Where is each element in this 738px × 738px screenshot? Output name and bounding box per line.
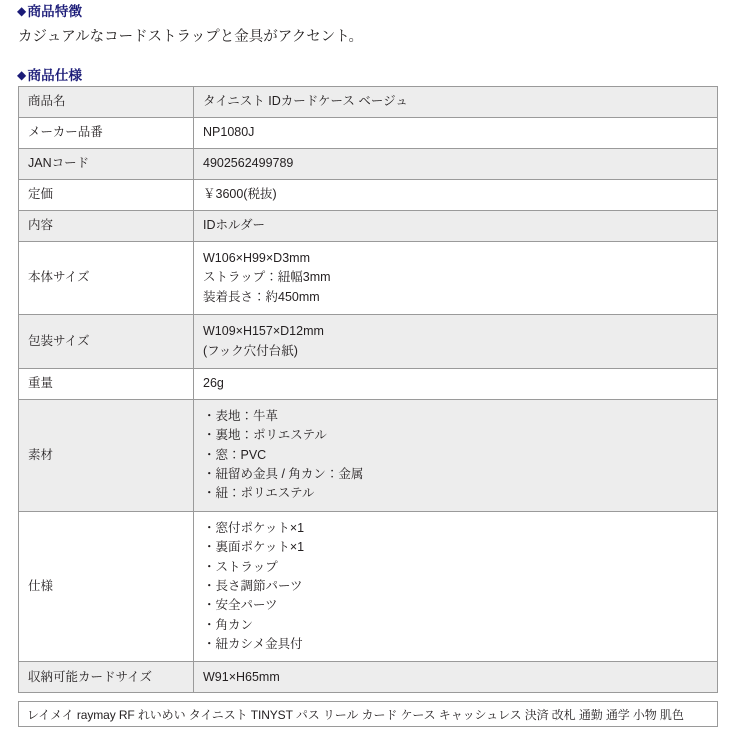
value-lines <box>203 668 717 687</box>
table-row-label: 内容 <box>19 211 194 242</box>
value-lines <box>203 123 717 142</box>
table-row-label: メーカー品番 <box>19 118 194 149</box>
table-row-value <box>194 211 718 242</box>
table-row <box>19 118 718 149</box>
value-line: タイニスト IDカードケース ベージュ <box>203 94 408 109</box>
value-line: 4902562499789 <box>203 156 294 171</box>
table-row-value <box>194 242 718 315</box>
spec-table-body <box>19 87 718 693</box>
table-row <box>19 149 718 180</box>
value-line: (フック穴付台紙) <box>203 343 298 358</box>
value-line: 装着長さ：約450mm <box>203 289 320 304</box>
table-row <box>19 368 718 399</box>
value-line: ・裏地：ポリエステル <box>203 428 327 443</box>
table-row-value <box>194 118 718 149</box>
value-line: ・安全パーツ <box>203 598 278 613</box>
value-line: ・裏面ポケット×1 <box>203 540 305 555</box>
diamond-bullet-icon: ◆ <box>17 4 27 18</box>
value-line: W91×H65mm <box>203 669 280 684</box>
value-line: ・窓付ポケット×1 <box>203 520 305 535</box>
feature-section-heading <box>17 5 82 19</box>
value-lines <box>203 249 717 307</box>
table-row-value <box>194 87 718 118</box>
keyword-list: レイメイ raymay RF れいめい タイニスト TINYST パス リール カード ケース キャッシュレス 決済 改札 通勤 通学 小物 肌色 <box>27 707 684 722</box>
value-line: ・表地：牛革 <box>203 408 279 423</box>
value-lines <box>203 374 717 393</box>
spec-heading-label: 商品仕様 <box>27 68 83 83</box>
table-row <box>19 662 718 693</box>
value-line: ・窓：PVC <box>203 447 267 462</box>
spec-table <box>18 86 718 693</box>
value-line: W109×H157×D12mm <box>203 324 324 339</box>
value-line: ・ストラップ <box>203 559 278 574</box>
value-line: ・長さ調節パーツ <box>203 578 303 593</box>
table-row-label: 素材 <box>19 399 194 511</box>
value-line: ￥3600(税抜) <box>203 187 277 202</box>
table-row-value <box>194 662 718 693</box>
value-line: W106×H99×D3mm <box>203 251 310 265</box>
table-row-label: 包装サイズ <box>19 315 194 369</box>
feature-heading-label: 商品特徴 <box>27 4 83 19</box>
table-row-label: 本体サイズ <box>19 242 194 315</box>
table-row-label: 定価 <box>19 180 194 211</box>
value-line: NP1080J <box>203 125 255 140</box>
value-line: ・紐：ポリエステル <box>203 486 315 501</box>
table-row <box>19 399 718 511</box>
table-row-value <box>194 315 718 369</box>
table-row-label: 商品名 <box>19 87 194 118</box>
table-row-label: 重量 <box>19 368 194 399</box>
table-row-value <box>194 149 718 180</box>
table-row-label: 収納可能カードサイズ <box>19 662 194 693</box>
value-line: ・紐留め金具 / 角カン：金属 <box>203 467 364 481</box>
table-row <box>19 180 718 211</box>
value-lines <box>203 322 717 361</box>
table-row-value <box>194 511 718 662</box>
value-lines <box>203 154 717 173</box>
value-line: IDホルダー <box>203 218 266 233</box>
table-row-label: 仕様 <box>19 511 194 662</box>
table-row-value <box>194 399 718 511</box>
table-row <box>19 315 718 369</box>
table-row <box>19 511 718 662</box>
diamond-bullet-icon: ◆ <box>17 68 27 82</box>
spec-section-heading <box>17 69 82 83</box>
table-row <box>19 87 718 118</box>
value-line: 26g <box>203 376 224 391</box>
value-lines <box>203 519 717 655</box>
table-row-value <box>194 368 718 399</box>
value-lines <box>203 216 717 235</box>
value-lines <box>203 407 717 504</box>
table-row <box>19 211 718 242</box>
table-row-label: JANコード <box>19 149 194 180</box>
value-lines <box>203 92 717 111</box>
value-line: ・紐カシメ金具付 <box>203 637 303 651</box>
value-lines <box>203 185 717 204</box>
keyword-footer-box <box>18 701 718 727</box>
value-line: ストラップ：紐幅3mm <box>203 270 331 285</box>
table-row-value <box>194 180 718 211</box>
table-row <box>19 242 718 315</box>
value-line: ・角カン <box>203 617 254 632</box>
feature-description: カジュアルなコードストラップと金具がアクセント。 <box>18 29 363 45</box>
